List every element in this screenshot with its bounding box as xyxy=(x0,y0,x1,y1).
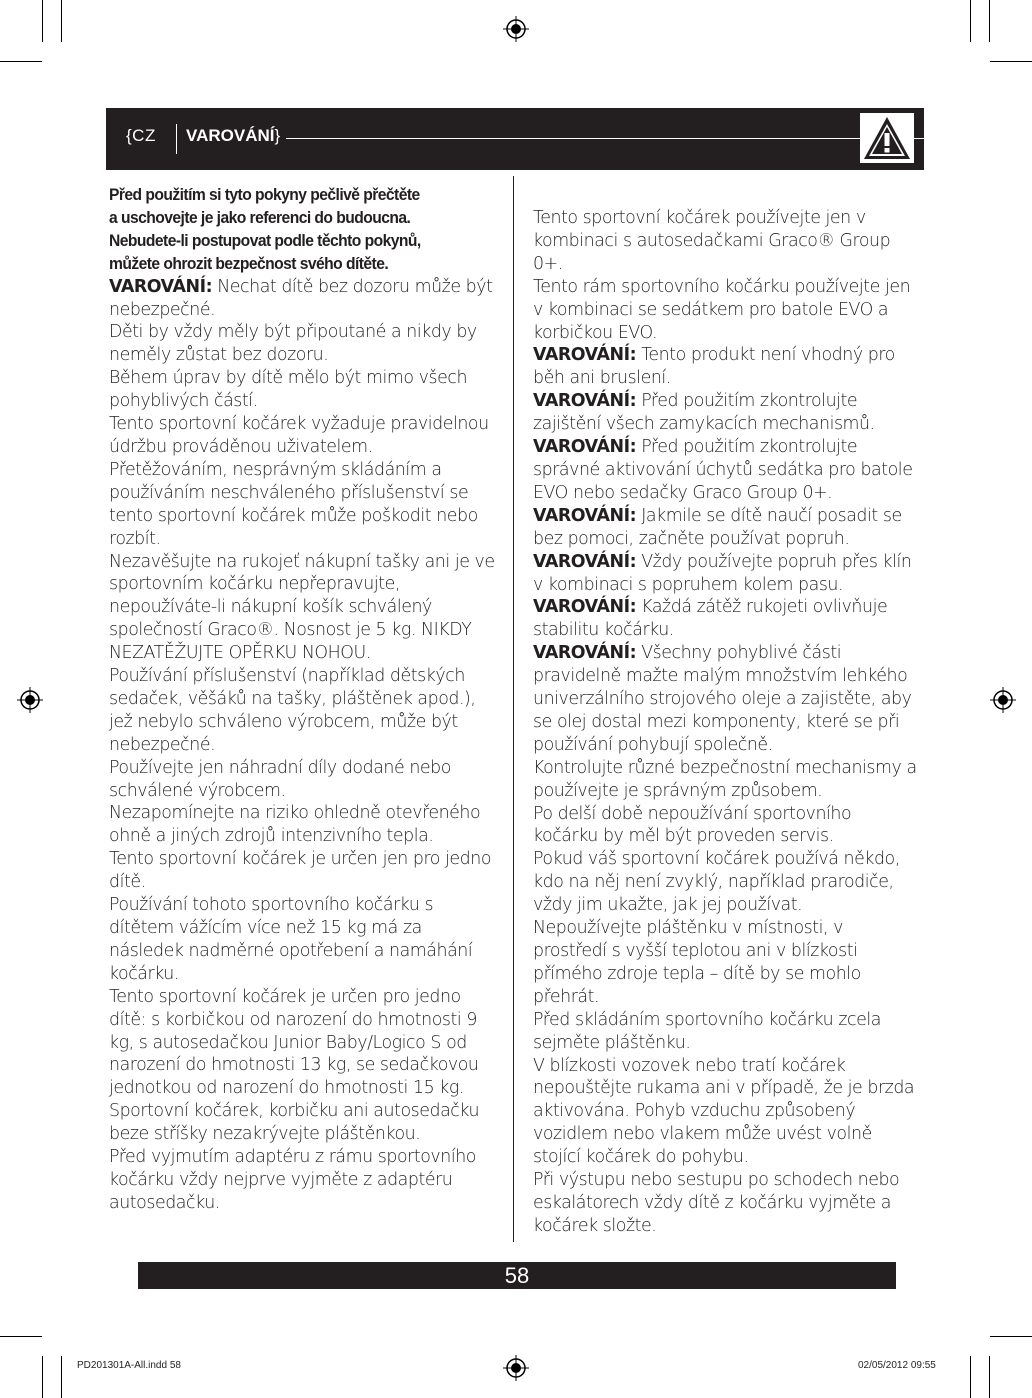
warning-paragraph xyxy=(533,757,921,803)
warning-paragraph xyxy=(109,894,501,986)
paragraph-text: Používání tohoto sportovního kočárku s dítětem vážícím více než 15 kg má za následek nadměrné opotřebení a namáhání kočárku. xyxy=(109,895,473,984)
paragraph-text: Pokud váš sportovní kočárek používá někdo, kdo na něj není zvyklý, například prarodiče, vždy jim ukažte, jak jej používat. xyxy=(533,849,900,916)
warning-paragraph xyxy=(109,276,501,322)
warning-paragraph xyxy=(533,1169,921,1238)
warning-keyword: VAROVÁNÍ: xyxy=(533,505,637,526)
warning-paragraph xyxy=(533,1055,921,1170)
warning-keyword: VAROVÁNÍ: xyxy=(533,643,637,664)
column-divider xyxy=(513,176,514,1242)
warning-keyword: VAROVÁNÍ: xyxy=(533,437,637,458)
paragraph-text: Tento produkt není vhodný pro běh ani bruslení. xyxy=(533,345,895,389)
paragraph-text: Všechny pohyblivé části pravidelně mažte malým množstvím lehkého univerzálního strojového oleje a zajistěte, aby se olej dostal mezi komponenty, které se při používání pohybují společně. xyxy=(533,643,912,755)
language-code: {CZ xyxy=(126,126,156,145)
crop-mark xyxy=(0,61,42,62)
paragraph-text: V blízkosti vozovek nebo tratí kočárek nepouštějte rukama ani v případě, že je brzda aktivována. Pohyb vzduchu způsobený vozidlem nebo vlakem může uvést volně stojící kočárek do pohybu. xyxy=(533,1055,915,1168)
paragraph-text: Kontrolujte různé bezpečnostní mechanismy a používejte je správným způsobem. xyxy=(533,757,917,801)
paragraph-text: Před vyjmutím adaptéru z rámu sportovního kočárku vždy nejprve vyjměte z adaptéru autosedačku. xyxy=(109,1147,476,1213)
registration-mark-icon xyxy=(17,687,43,713)
paragraph-text: Nepoužívejte pláštěnku v místnosti, v prostředí s vyšší teplotou ani v blízkosti přímého zdroje tepla – dítě by se mohlo přehrát. xyxy=(533,918,861,1007)
paragraph-text: Používání příslušenství (například dětských sedaček, věšáků na tašky, pláštěnek apod.), jež nebylo schváleno výrobcem, může být nebezpečné. xyxy=(109,666,476,755)
warning-keyword: VAROVÁNÍ: xyxy=(533,345,637,366)
warning-keyword: VAROVÁNÍ: xyxy=(533,597,637,618)
warning-paragraph xyxy=(533,436,921,505)
warning-keyword: VAROVÁNÍ: xyxy=(533,551,637,572)
intro-notice xyxy=(109,184,505,276)
paragraph-text: Tento rám sportovního kočárku používejte jen v kombinaci se sedátkem pro batole EVO a korbičkou EVO. xyxy=(533,276,911,343)
warning-paragraph xyxy=(533,1009,921,1055)
warning-paragraph xyxy=(533,207,921,276)
paragraph-text: Tento sportovní kočárek je určen jen pro jedno dítě. xyxy=(109,849,492,893)
paragraph-text: Sportovní kočárek, korbičku ani autosedačku beze stříšky nezakrývejte pláštěnkou. xyxy=(109,1101,480,1145)
page-number: 58 xyxy=(504,1263,530,1288)
crop-mark xyxy=(61,1356,62,1398)
section-header xyxy=(106,108,924,170)
crop-mark xyxy=(989,0,990,42)
crop-mark xyxy=(990,61,1032,62)
paragraph-text: Nechat dítě bez dozoru může být nebezpečné. xyxy=(109,276,493,320)
crop-mark xyxy=(61,0,62,42)
paragraph-text: Před použitím zkontrolujte zajištění všech zamykacích mechanismů. xyxy=(533,391,875,435)
registration-mark-icon xyxy=(503,1355,529,1381)
left-paragraphs xyxy=(109,276,501,1215)
warning-paragraph xyxy=(109,321,501,367)
paragraph-text: Před použitím zkontrolujte správné aktivování úchytů sedátka pro batole EVO nebo sedačky Graco Group 0+. xyxy=(533,437,913,503)
paragraph-text: Tento sportovní kočárek používejte jen v kombinaci s autosedačkami Graco® Group 0+. xyxy=(533,208,891,274)
paragraph-text: Jakmile se dítě naučí posadit se bez pomoci, začněte používat popruh. xyxy=(533,505,902,549)
intro-line: Před použitím si tyto pokyny pečlivě přečtěte xyxy=(109,185,420,204)
paragraph-text: Vždy používejte popruh přes klín v kombinaci s popruhem kolem pasu. xyxy=(533,551,912,595)
warning-paragraph xyxy=(533,848,921,917)
paragraph-text: Tento sportovní kočárek je určen pro jedno dítě: s korbičkou od narození do hmotnosti 9 kg, s autosedačkou Junior Baby/Logico S od narození do hmotnosti 13 kg, se sedačkovou jednotkou od narození do hmotnosti 15 kg. xyxy=(109,986,479,1099)
warning-paragraph xyxy=(533,551,921,597)
warning-paragraph xyxy=(109,665,501,757)
intro-line: můžete ohrozit bezpečnost svého dítěte. xyxy=(109,253,389,273)
right-column xyxy=(533,207,921,1238)
registration-mark-icon xyxy=(503,16,529,42)
warning-paragraph xyxy=(533,344,921,390)
file-slug: PD201301A-All.indd 58 xyxy=(77,1360,181,1371)
warning-paragraph xyxy=(109,1100,501,1146)
warning-paragraph xyxy=(109,802,501,848)
paragraph-text: Nezapomínejte na riziko ohledně otevřeného ohně a jiných zdrojů intenzivního tepla. xyxy=(109,803,481,847)
crop-mark xyxy=(970,0,971,42)
paragraph-text: Tento sportovní kočárek vyžaduje pravidelnou údržbu prováděnou uživatelem. xyxy=(109,414,489,457)
paragraph-text: Používejte jen náhradní díly dodané nebo schválené výrobcem. xyxy=(109,757,451,801)
paragraph-text: Po delší době nepoužívání sportovního kočárku by měl být proveden servis. xyxy=(533,803,852,847)
warning-paragraph xyxy=(109,459,501,551)
warning-paragraph xyxy=(533,276,921,345)
paragraph-text: Děti by vždy měly být připoutané a nikdy by neměly zůstat bez dozoru. xyxy=(109,322,477,366)
paragraph-text: Během úprav by dítě mělo být mimo všech pohyblivých částí. xyxy=(109,368,468,412)
paragraph-text: Nezavěšujte na rukojeť nákupní tašky ani je ve sportovním kočárku nepřepravujte, nepoužíváte-li nákupní košík schválený společností Graco®. Nosnost je 5 kg. NIKDY NEZATĚŽUJTE OPĚRKU NOHOU. xyxy=(109,551,495,664)
paragraph-text: Před skládáním sportovního kočárku zcela sejměte pláštěnku. xyxy=(533,1009,881,1053)
paragraph-text: Přetěžováním, nesprávným skládáním a používáním neschváleného příslušenství se tento sportovní kočárek může poškodit nebo rozbít. xyxy=(109,459,478,549)
intro-line: Nebudete-li postupovat podle těchto pokynů, xyxy=(109,230,421,250)
crop-mark xyxy=(42,0,43,42)
warning-paragraph xyxy=(533,803,921,849)
warning-paragraph xyxy=(533,642,921,757)
warning-keyword: VAROVÁNÍ: xyxy=(109,276,213,297)
warning-paragraph xyxy=(109,757,501,803)
crop-mark xyxy=(989,1356,990,1398)
paragraph-text: Každá zátěž rukojeti ovlivňuje stabilitu kočárku. xyxy=(533,597,888,641)
warning-paragraph xyxy=(109,367,501,413)
page-number-bar xyxy=(138,1262,896,1289)
warning-paragraph xyxy=(533,390,921,436)
warning-triangle-icon xyxy=(860,113,914,163)
date-slug: 02/05/2012 09:55 xyxy=(858,1360,936,1371)
crop-mark xyxy=(0,1336,42,1337)
warning-paragraph xyxy=(109,848,501,894)
crop-mark xyxy=(42,1356,43,1398)
warning-paragraph xyxy=(533,917,921,1009)
section-title: VAROVÁNÍ} xyxy=(186,126,281,145)
warning-paragraph xyxy=(109,1146,501,1215)
warning-paragraph xyxy=(109,551,501,666)
crop-mark xyxy=(990,1336,1032,1337)
right-paragraphs xyxy=(533,207,921,1238)
warning-paragraph xyxy=(109,413,501,459)
warning-paragraph xyxy=(109,986,501,1101)
left-column xyxy=(109,184,501,1215)
warning-paragraph xyxy=(533,505,921,551)
intro-line: a uschovejte je jako referenci do budoucna. xyxy=(109,207,411,227)
warning-keyword: VAROVÁNÍ: xyxy=(533,391,637,412)
registration-mark-icon xyxy=(990,687,1016,713)
warning-paragraph xyxy=(533,596,921,642)
crop-mark xyxy=(970,1356,971,1398)
paragraph-text: Při výstupu nebo sestupu po schodech nebo eskalátorech vždy dítě z kočárku vyjměte a kočárek složte. xyxy=(533,1170,900,1236)
header-separator xyxy=(176,124,177,154)
